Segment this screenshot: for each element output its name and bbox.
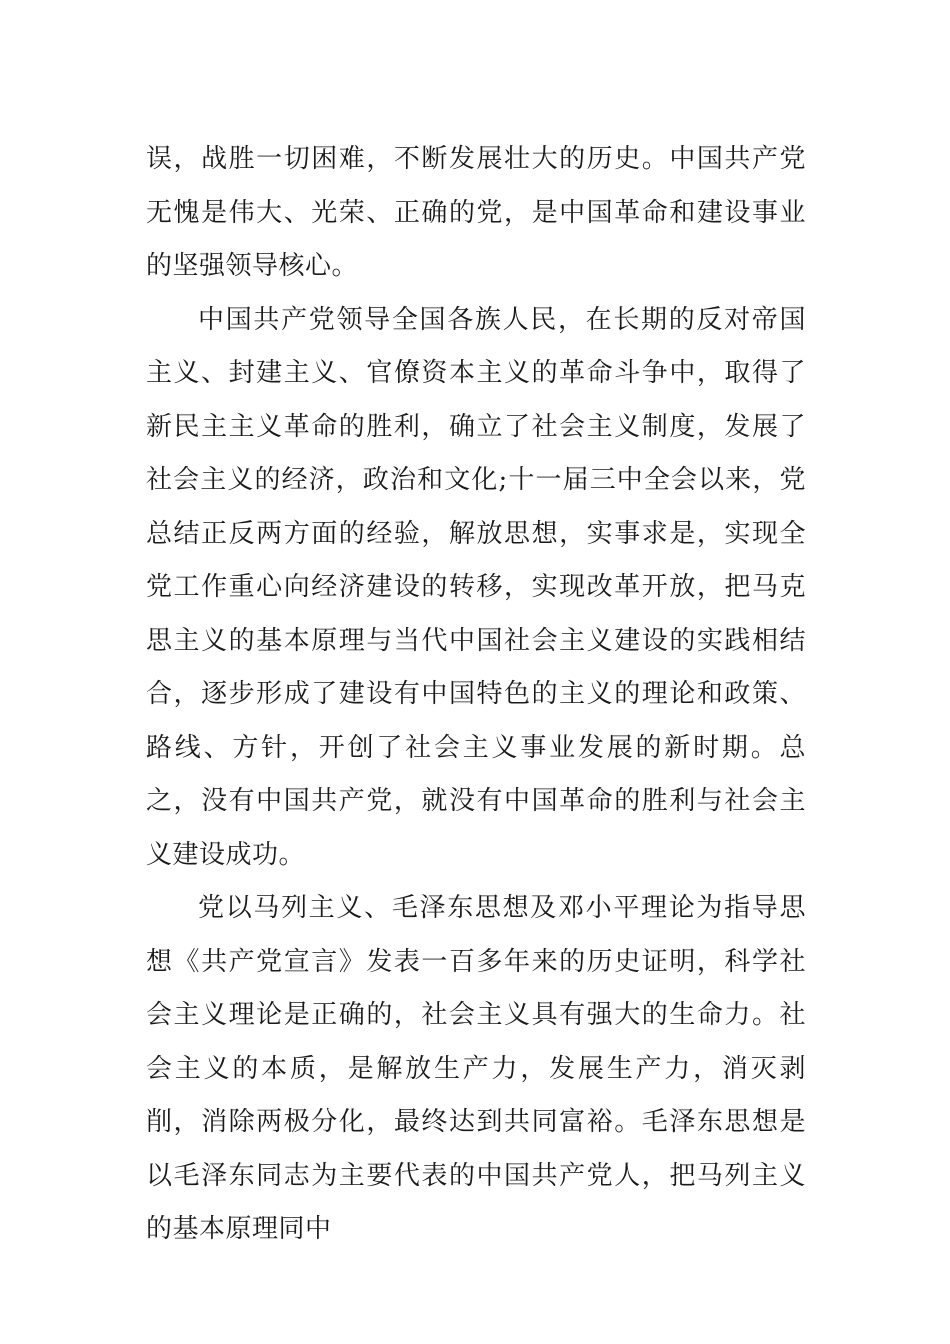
paragraph-continuation: 误，战胜一切困难，不断发展壮大的历史。中国共产党无愧是伟大、光荣、正确的党，是中国革命和建设事业的坚强领导核心。 bbox=[146, 144, 806, 281]
paragraph-party-leadership: 中国共产党领导全国各族人民，在长期的反对帝国主义、封建主义、官僚资本主义的革命斗争中，取得了新民主主义革命的胜利，确立了社会主义制度，发展了社会主义的经济，政治和文化;十一届三中全会以来，党总结正反两方面的经验，解放思想，实事求是，实现全党工作重心向经济建设的转移，实现改革开放，把马克思主义的基本原理与当代中国社会主义建设的实践相结合，逐步形成了建设有中国特色的主义的理论和政策、路线、方针，开创了社会主义事业发展的新时期。总之，没有中国共产党，就没有中国革命的胜利与社会主义建设成功。 bbox=[146, 304, 806, 870]
paragraph-guiding-thought: 党以马列主义、毛泽东思想及邓小平理论为指导思想《共产党宣言》发表一百多年来的历史证明，科学社会主义理论是正确的，社会主义具有强大的生命力。社会主义的本质，是解放生产力，发展生产力，消灭剥削，消除两极分化，最终达到共同富裕。毛泽东思想是以毛泽东同志为主要代表的中国共产党人，把马列主义的基本原理同中 bbox=[146, 893, 806, 1244]
document-body bbox=[146, 133, 806, 1257]
